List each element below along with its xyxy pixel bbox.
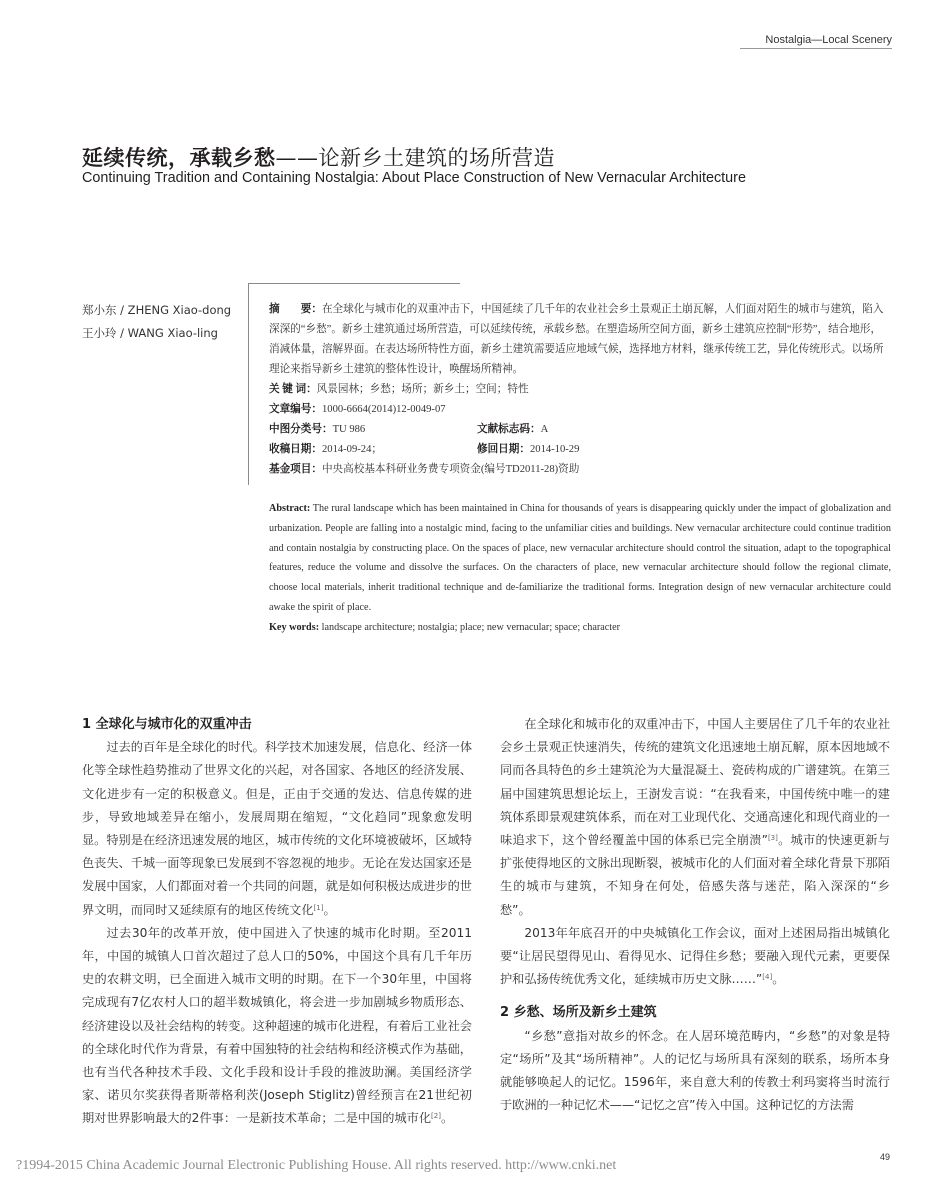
fund-line bbox=[269, 460, 889, 480]
paragraph bbox=[500, 922, 890, 992]
copyright-watermark: ?1994-2015 China Academic Journal Electronic Publishing House. All rights reserved. http://www.cnki.net bbox=[16, 1158, 617, 1173]
header-rule bbox=[740, 48, 892, 49]
paragraph-end: 。城市的快速更新与扩张使得地区的文脉出现断裂，被城市化的人们面对着全球化背景下那陌生的城市与建筑，不知身在何处，倍感失落与迷茫，陷入深深的“乡愁”。 bbox=[500, 833, 890, 917]
paragraph-end: 。 bbox=[772, 972, 785, 987]
fund-value: 中央高校基本科研业务费专项资金(编号TD2011-28)资助 bbox=[321, 464, 580, 475]
citation-ref: [1] bbox=[313, 903, 324, 912]
paragraph-text: 在全球化和城市化的双重冲击下，中国人主要居住了几千年的农业社会乡土景观正快速消失，传统的建筑文化迅速地土崩瓦解，原本因地域不同而各具特色的乡土建筑沦为大量混凝土、瓷砖构成的广谱建筑。在第三届中国建筑思想论坛上，王澍发言说：“在我看来，中国传统中唯一的建筑体系即景观建筑体系，而在对工业现代化、交通高速化和现代商业的一味追求下，这个曾经覆盖中国的体系已完全崩溃” bbox=[500, 717, 891, 848]
author-2: 王小玲 / WANG Xiao-ling bbox=[82, 326, 218, 340]
paragraph bbox=[82, 736, 472, 922]
dates-line bbox=[269, 440, 889, 460]
abstract-cn-text bbox=[269, 300, 889, 380]
author-1: 郑小东 / ZHENG Xiao-dong bbox=[82, 303, 232, 317]
article-title-cn bbox=[82, 142, 555, 172]
citation-ref: [3] bbox=[767, 834, 778, 843]
classification-line bbox=[269, 420, 889, 440]
revised-value: 2014-10-29 bbox=[529, 444, 580, 455]
document-code bbox=[477, 420, 548, 440]
paragraph-end: 。 bbox=[440, 1111, 454, 1126]
paragraph-text: 过去30年的改革开放，使中国进入了快速的城市化时期。至2011年，中国的城镇人口首次超过了总人口的50%，中国这个具有几千年历史的农耕文明，已全面进入城市文明的时期。在下一个30年里，中国将完成现有7亿农村人口的超半数城镇化，将会进一步加剧城乡物质形态、经济建设以及社会结构的转变。这种超速的城市化进程，有着后工业社会的全球化时代作为背景，有着中国独特的社会结构和经济模式作为基础，也有当代各种技术手段、文化手段和设计手段的推波助澜。美国经济学家、诺贝尔奖获得者斯蒂格利茨(Joseph Stiglitz)曾经预言在21世纪初期对世界影响最大的2件事：一是新技术革命；二是中国的城市化 bbox=[82, 925, 472, 1126]
revised-label: 修回日期： bbox=[477, 444, 530, 455]
document-code-value: A bbox=[540, 424, 549, 435]
paragraph bbox=[82, 922, 472, 1131]
keywords-en-line bbox=[269, 618, 891, 638]
page-number: 49 bbox=[879, 1152, 890, 1162]
section-1-heading: 1 全球化与城市化的双重冲击 bbox=[82, 717, 252, 732]
abstract-en-label: Abstract: bbox=[269, 503, 311, 514]
article-number-label: 文章编号： bbox=[269, 404, 322, 415]
article-title-en: Continuing Tradition and Containing Nostalgia: About Place Construction of New Vernacular Architecture bbox=[82, 170, 746, 186]
abstract-en bbox=[269, 499, 891, 638]
paragraph bbox=[500, 713, 890, 922]
document-code-label: 文献标志码： bbox=[477, 424, 541, 435]
received-label: 收稿日期： bbox=[269, 444, 322, 455]
running-header: Nostalgia—Local Scenery bbox=[765, 34, 892, 46]
article-number-value: 1000-6664(2014)12-0049-07 bbox=[321, 404, 446, 415]
body-column-left bbox=[82, 713, 472, 1131]
abstract-en-body: The rural landscape which has been maintained in China for thousands of years is disappearing quickly under the impact of globalization and urbanization. People are falling into a nostalgic mind, facing to the unfamiliar cities and buildings. New vernacular architecture could continue tradition and contain nostalgia by constructing place. On the spaces of place, new vernacular architecture should control the situation, adapt to the topographical features, reduce the volume and dissolve the surfaces. On the characters of place, new vernacular architecture should follow the regional climate, choose local materials, inherit traditional technique and de-familiarize the traditional forms. Integration design of new vernacular architecture could awake the spirit of place. bbox=[269, 503, 891, 613]
paragraph-text: 2013年年底召开的中央城镇化工作会议，面对上述困局指出城镇化要“让居民望得见山、看得见水、记得住乡愁；要融入现代元素，更要保护和弘扬传统优秀文化，延续城市历史文脉……” bbox=[500, 925, 890, 987]
abstract-cn-body: 在全球化与城市化的双重冲击下，中国延续了几千年的农业社会乡土景观正土崩瓦解，人们面对陌生的城市与建筑，陷入深深的“乡愁”。新乡土建筑通过场所营造，可以延续传统，承载乡愁。在塑造场所空间方面，新乡土建筑应控制“形势”，结合地形，消减体量，溶解界面。在表达场所特性方面，新乡土建筑需要适应地域气候，选择地方材料，继承传统工艺，异化传统形式。以场所理论来指导新乡土建筑的整体性设计，唤醒场所精神。 bbox=[269, 304, 884, 375]
body-column-right bbox=[500, 713, 890, 1117]
section-2-heading: 2 乡愁、场所及新乡土建筑 bbox=[500, 1005, 657, 1021]
paragraph-text: 过去的百年是全球化的时代。科学技术加速发展，信息化、经济一体化等全球性趋势推动了世界文化的兴起，对各国家、各地区的经济发展、文化进步有一定的积极意义。但是，正由于交通的发达、信息传媒的进步，导致地域差异在缩小，发展周期在缩短，“文化趋同”现象愈发明显。特别是在经济迅速发展的地区，城市传统的文化环境被破坏，区域特色丧失、千城一面等现象已发展到不容忽视的地步。无论在发达国家还是发展中国家，人们都面对着一个共同的问题，就是如何积极达成进步的世界文明，而同时又延续原有的地区传统文化 bbox=[82, 740, 473, 917]
keywords-cn-label: 关 键 词： bbox=[269, 384, 317, 395]
keywords-en-value: landscape architecture; nostalgia; place; new vernacular; space; character bbox=[319, 621, 621, 633]
fund-label: 基金项目： bbox=[269, 464, 322, 475]
abstract-cn bbox=[269, 300, 889, 480]
keywords-en-label: Key words: bbox=[269, 621, 320, 633]
revised-date bbox=[477, 440, 579, 460]
received-value: 2014-09-24； bbox=[321, 444, 382, 455]
keywords-cn-line bbox=[269, 380, 889, 400]
abstract-cn-label: 摘 要： bbox=[269, 304, 322, 315]
abstract-bracket-top bbox=[248, 283, 460, 284]
citation-ref: [2] bbox=[431, 1112, 441, 1121]
article-number-line bbox=[269, 400, 889, 420]
abstract-bracket-left bbox=[248, 283, 249, 485]
abstract-en-text bbox=[269, 499, 891, 618]
paragraph: “乡愁”意指对故乡的怀念。在人居环境范畴内，“乡愁”的对象是特定“场所”及其“场所精神”。人的记忆与场所具有深刻的联系，场所本身就能够唤起人的记忆。1596年，来自意大利的传教士利玛窦将当时流行于欧洲的一种记忆术——“记忆之宫”传入中国。这种记忆的方法需 bbox=[500, 1028, 890, 1113]
clc-value: TU 986 bbox=[332, 424, 366, 435]
paragraph-end: 。 bbox=[323, 902, 336, 917]
citation-ref: [4] bbox=[762, 973, 773, 982]
title-cn-subtitle: ——论新乡土建筑的场所营造 bbox=[275, 146, 555, 170]
keywords-cn-value: 风景园林；乡愁；场所；新乡土；空间；特性 bbox=[316, 384, 529, 395]
title-cn-main: 延续传统，承载乡愁 bbox=[82, 146, 276, 170]
clc-label: 中图分类号： bbox=[269, 424, 333, 435]
